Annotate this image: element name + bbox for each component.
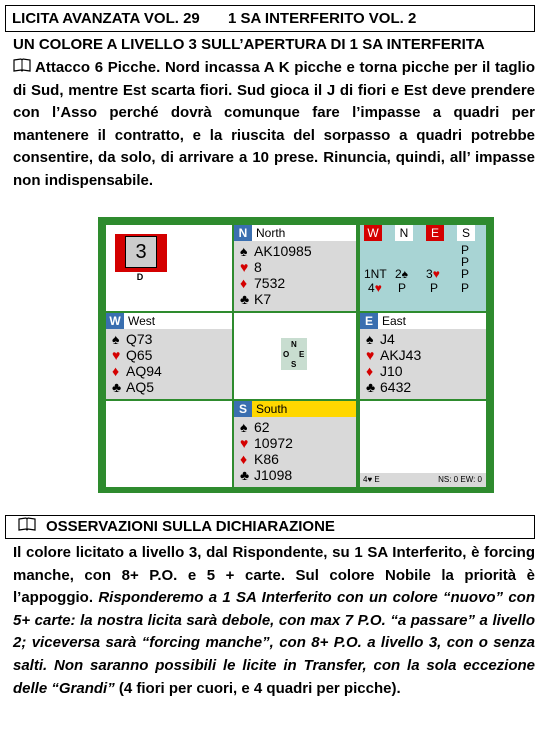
club-icon: ♣	[112, 379, 122, 395]
south-name: South	[256, 402, 288, 416]
west-hearts: Q65	[126, 347, 153, 363]
intro-text: Attacco 6 Picche. Nord incassa A K picche e torna picche per il taglio di Sud, mentre Est scarta fiori. Sud gioca il J di fiori e Est deve prendere con l’Asso perché dovrà comunque fare l’impasse a quadri per mantenere il contratto, e la riuscita del sorpasso a quadri potrebbe consentire, da solo, di arrivare a 10 prese. Rinuncia, quindi, all’ impasse non indispensabile.	[13, 59, 535, 189]
observations-plain: Il colore licitato a livello 3, dal Rispondente, su 1 SA Interferito, è forcing manche, con 8+ P.O. e 5 + carte. Sul colore Nobile la priorità è l’appoggio.	[13, 544, 535, 607]
west-seat-badge: W	[106, 313, 124, 329]
south-seat-badge: S	[234, 401, 252, 417]
heart-icon: ♥	[240, 259, 249, 275]
bid-header-s: S	[457, 225, 475, 241]
north-hand	[234, 225, 356, 311]
spade-icon: ♠	[366, 331, 374, 347]
observations-italic: Risponderemo a 1 SA Interferito con un colore “nuovo” con 5+ carte: la nostra licita sarà debole, con max 7 P.O. “a passare” a livello 2; viceversa sarà “forcing manche”, con 8+ P.O. a livello 3, con o senza salti. Non saranno possibili le licite in Transfer, con la sola eccezione delle “Grandi”	[13, 589, 535, 697]
bid-header-n: N	[395, 225, 413, 241]
result-cell	[360, 401, 486, 487]
bid-cell: P	[461, 255, 470, 269]
bid-cell: 1NT	[364, 267, 387, 281]
club-icon: ♣	[366, 379, 376, 395]
bid-header-w: W	[364, 225, 382, 241]
east-hearts: AKJ43	[380, 347, 422, 363]
compass-o: O	[283, 350, 290, 359]
bid-cell: P	[461, 267, 470, 281]
west-name: West	[128, 314, 156, 328]
table-center	[234, 313, 356, 399]
topic-title: 1 SA INTERFERITO VOL. 2	[227, 10, 417, 27]
empty-cell	[106, 401, 232, 487]
contract-label: 4♥ E	[363, 475, 380, 484]
dealer-label: D	[136, 272, 144, 282]
board-number: 3	[125, 236, 157, 268]
observations-tail: (4 fiori per cuori, e 4 quadri per picche).	[118, 679, 401, 697]
north-spades: AK10985	[254, 243, 312, 259]
west-clubs: AQ5	[126, 379, 155, 395]
bid-cell: P	[461, 243, 470, 257]
south-hand	[234, 401, 356, 487]
north-name: North	[256, 226, 286, 240]
north-seat-badge: N	[234, 225, 252, 241]
diamond-icon: ♦	[240, 275, 248, 291]
east-name: East	[382, 314, 407, 328]
west-hand	[106, 313, 232, 399]
south-spades: 62	[254, 419, 270, 435]
intro-paragraph	[13, 57, 535, 193]
north-hearts: 8	[254, 259, 262, 275]
compass-icon	[281, 338, 307, 370]
heart-icon: ♥	[112, 347, 121, 363]
volume-title: LICITA AVANZATA VOL. 29	[12, 10, 200, 27]
bid-cell: 2♠	[395, 267, 409, 281]
bid-cell: P	[398, 281, 407, 295]
book-icon	[18, 516, 36, 538]
compass-e: E	[299, 350, 305, 359]
east-hand	[360, 313, 486, 399]
north-clubs: K7	[254, 291, 272, 307]
header-box	[5, 5, 535, 32]
diamond-icon: ♦	[240, 451, 248, 467]
compass-s: S	[291, 360, 297, 369]
section-title-box	[5, 515, 535, 539]
west-spades: Q73	[126, 331, 153, 347]
compass-n: N	[291, 340, 297, 349]
bid-cell: P	[461, 281, 470, 295]
south-clubs: J1098	[254, 467, 293, 483]
south-diamonds: K86	[254, 451, 279, 467]
bid-cell: 3♥	[426, 267, 440, 281]
south-hearts: 10972	[254, 435, 293, 451]
east-spades: J4	[380, 331, 395, 347]
score-label: NS: 0 EW: 0	[438, 475, 482, 484]
east-clubs: 6432	[380, 379, 412, 395]
spade-icon: ♠	[112, 331, 120, 347]
bid-header-e: E	[426, 225, 444, 241]
west-diamonds: AQ94	[126, 363, 162, 379]
diamond-icon: ♦	[366, 363, 374, 379]
result-bar	[360, 473, 486, 487]
club-icon: ♣	[240, 467, 250, 483]
book-icon	[13, 57, 31, 80]
observations-paragraph	[13, 542, 535, 700]
north-diamonds: 7532	[254, 275, 286, 291]
spade-icon: ♠	[240, 419, 248, 435]
board-number-cell	[106, 225, 232, 311]
bridge-board	[98, 217, 494, 493]
spade-icon: ♠	[240, 243, 248, 259]
east-seat-badge: E	[360, 313, 378, 329]
heart-icon: ♥	[240, 435, 249, 451]
heart-icon: ♥	[366, 347, 375, 363]
section-subtitle: UN COLORE A LIVELLO 3 SULL’APERTURA DI 1 SA INTERFERITA	[13, 36, 485, 53]
east-diamonds: J10	[380, 363, 403, 379]
bidding-box	[360, 225, 486, 311]
bid-cell: 4♥	[368, 281, 382, 295]
club-icon: ♣	[240, 291, 250, 307]
section-title: OSSERVAZIONI SULLA DICHIARAZIONE	[46, 518, 335, 535]
bid-cell: P	[430, 281, 439, 295]
diamond-icon: ♦	[112, 363, 120, 379]
